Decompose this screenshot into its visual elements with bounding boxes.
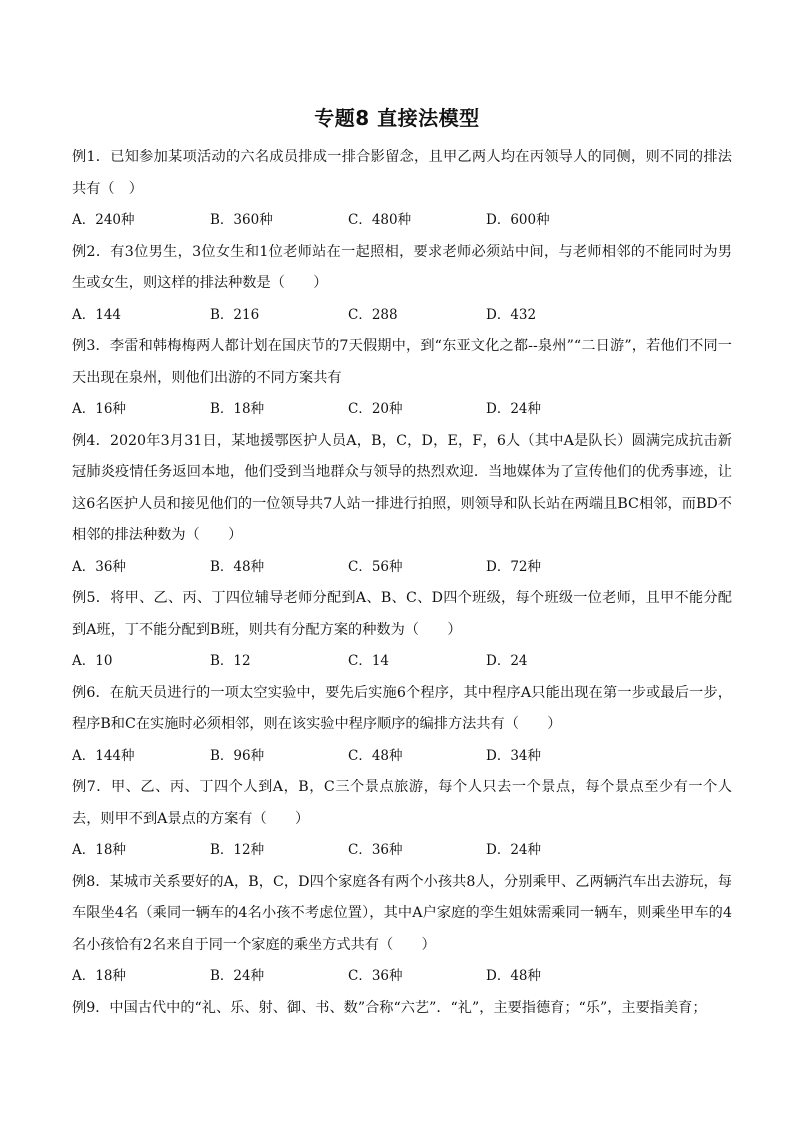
option-c: C．480种	[348, 212, 412, 228]
option-b: B．12	[210, 653, 251, 669]
answer-options	[72, 205, 732, 237]
option-d: D．48种	[486, 968, 542, 984]
question-list	[72, 142, 732, 1024]
question-text: 例1．已知参加某项活动的六名成员排成一排合影留念，且甲乙两人均在丙领导人的同侧，则不同的排法共有（ ）	[72, 149, 732, 197]
answer-options	[72, 552, 732, 584]
option-c: C．36种	[348, 842, 403, 858]
question-text: 例6．在航天员进行的一项太空实验中，要先后实施6个程序，其中程序A只能出现在第一步或最后一步，程序B和C在实施时必须相邻，则在该实验中程序顺序的编排方法共有（ ）	[72, 684, 732, 732]
question-text: 例3．李雷和韩梅梅两人都计划在国庆节的7天假期中，到“东亚文化之都--泉州”“二日游”，若他们不同一天出现在泉州，则他们出游的不同方案共有	[72, 338, 732, 386]
option-a: A．10	[72, 653, 113, 669]
option-d: D．24	[486, 653, 528, 669]
option-a: A．36种	[72, 558, 126, 575]
option-d: D．600种	[486, 212, 550, 228]
option-a: A．18种	[72, 968, 126, 984]
option-a: A．18种	[72, 842, 126, 858]
option-a: A．16种	[72, 401, 126, 417]
option-d: D．24种	[486, 401, 542, 417]
question-text: 例7．甲、乙、丙、丁四个人到A，B，C三个景点旅游，每个人只去一个景点，每个景点至少有一个人去，则甲不到A景点的方案有（ ）	[72, 779, 732, 827]
option-d: D．432	[486, 306, 537, 323]
question-text: 例9．中国古代中的“礼、乐、射、御、书、数”合称“六艺”．“礼”，主要指德育；“乐”，主要指美育；	[72, 999, 707, 1016]
answer-options	[72, 961, 732, 993]
option-d: D．24种	[486, 842, 542, 858]
answer-options	[72, 741, 732, 773]
option-b: B．360种	[210, 212, 273, 228]
page-title: 专题8 直接法模型	[314, 106, 480, 130]
option-b: B．12种	[210, 842, 265, 858]
option-a: A．144种	[72, 747, 135, 764]
option-b: B．18种	[210, 401, 265, 417]
option-b: B．48种	[210, 558, 265, 575]
option-d: D．72种	[486, 558, 542, 575]
option-d: D．34种	[486, 747, 542, 764]
option-c: C．288	[348, 306, 398, 323]
question-text: 例8．某城市关系要好的A，B，C，D四个家庭各有两个小孩共8人，分别乘甲、乙两辆汽车出去游玩，每车限坐4名（乘同一辆车的4名小孩不考虑位置），其中A户家庭的孪生姐妹需乘同一辆车，则乘坐甲车的4名小孩恰有2名来自于同一个家庭的乘坐方式共有（ ）	[72, 873, 732, 953]
option-c: C．56种	[348, 558, 403, 575]
answer-options	[72, 835, 732, 867]
option-b: B．216	[210, 306, 260, 323]
option-c: C．20种	[348, 401, 403, 417]
option-b: B．24种	[210, 968, 265, 984]
option-b: B．96种	[210, 747, 265, 764]
question-text: 例2．有3位男生，3位女生和1位老师站在一起照相，要求老师必须站中间，与老师相邻的不能同时为男生或女生，则这样的排法种数是（ ）	[72, 243, 732, 291]
answer-options	[72, 394, 732, 426]
answer-options	[72, 300, 732, 332]
question-text: 例5．将甲、乙、丙、丁四位辅导老师分配到A、B、C、D四个班级，每个班级一位老师，且甲不能分配到A班，丁不能分配到B班，则共有分配方案的种数为（ ）	[72, 590, 732, 638]
option-a: A．144	[72, 306, 122, 323]
answer-options	[72, 646, 732, 678]
option-c: C．48种	[348, 747, 403, 764]
question-text: 例4．2020年3月31日，某地援鄂医护人员A，B，C，D，E，F，6人（其中A是队长）圆满完成抗击新冠肺炎疫情任务返回本地，他们受到当地群众与领导的热烈欢迎．当地媒体为了宣传他们的优秀事迹，让这6名医护人员和接见他们的一位领导共7人站一排进行拍照，则领导和队长站在两端且BC相邻，而BD不相邻的排法种数为（ ）	[72, 432, 732, 543]
option-c: C．36种	[348, 968, 403, 984]
option-c: C．14	[348, 653, 390, 669]
option-a: A．240种	[72, 212, 135, 228]
